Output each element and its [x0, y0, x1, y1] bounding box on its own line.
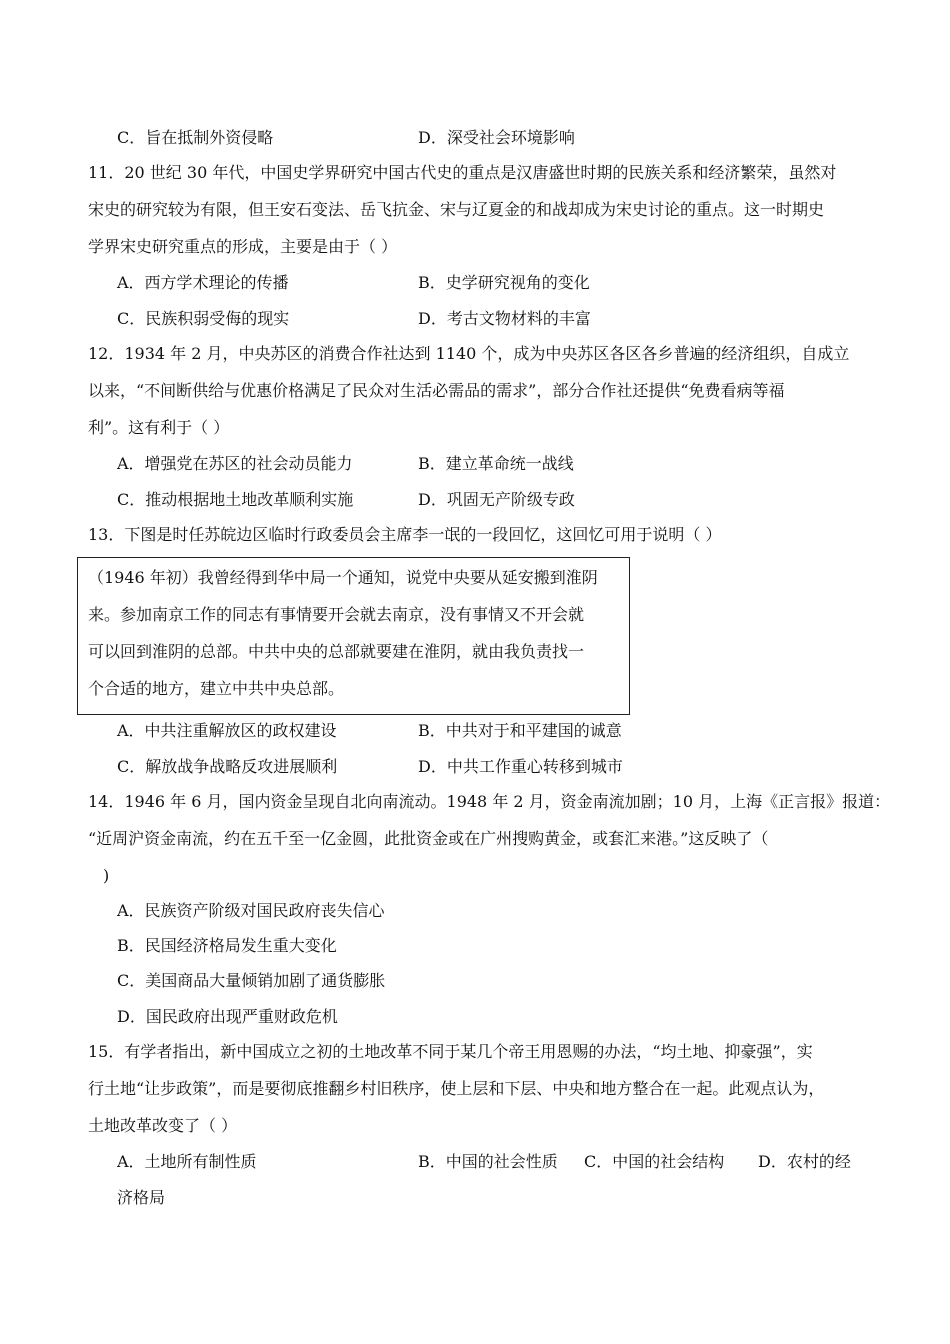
q13-quote-line-4: 个合适的地方，建立中共中央总部。 [88, 679, 345, 698]
q13-option-d: D．中共工作重心转移到城市 [418, 757, 623, 776]
q13-quote-line-2: 来。参加南京工作的同志有事情要开会就去南京，没有事情又不开会就 [88, 605, 585, 624]
q11-stem-line-1: 11．20 世纪 30 年代，中国史学界研究中国古代史的重点是汉唐盛世时期的民族关系和经济繁荣，虽然对 [88, 163, 837, 182]
q12-option-b: B．建立革命统一战线 [418, 454, 574, 473]
q12-option-c: C．推动根据地土地改革顺利实施 [117, 490, 354, 509]
q14-option-b: B．民国经济格局发生重大变化 [117, 936, 337, 955]
q13-option-a: A．中共注重解放区的政权建设 [117, 721, 337, 740]
q15-stem-line-2: 行土地“让步政策”，而是要彻底推翻乡村旧秩序，使上层和下层、中央和地方整合在一起。此观点认为， [88, 1079, 825, 1098]
q15-option-a: A．土地所有制性质 [117, 1152, 257, 1171]
q11-option-d: D．考古文物材料的丰富 [418, 309, 591, 328]
q13-quote-line-3: 可以回到淮阴的总部。中共中央的总部就要建在淮阴，就由我负责找一 [88, 642, 585, 661]
q11-stem-line-2: 宋史的研究较为有限，但王安石变法、岳飞抗金、宋与辽夏金的和战却成为宋史讨论的重点。这一时期史 [88, 200, 825, 219]
q15-option-b: B．中国的社会性质 [418, 1152, 558, 1171]
q13-option-b: B．中共对于和平建国的诚意 [418, 721, 622, 740]
q15-stem-line-1: 15．有学者指出，新中国成立之初的土地改革不同于某几个帝王用恩赐的办法，“均土地、抑豪强”，实 [88, 1042, 813, 1061]
q15-option-d-continued: 济格局 [117, 1188, 166, 1207]
q15-option-c: C．中国的社会结构 [584, 1152, 725, 1171]
q12-stem-line-1: 12．1934 年 2 月，中央苏区的消费合作社达到 1140 个，成为中央苏区各区各乡普遍的经济组织，自成立 [88, 344, 850, 363]
q11-option-b: B．史学研究视角的变化 [418, 273, 590, 292]
q11-stem-line-3: 学界宋史研究重点的形成，主要是由于（ ） [88, 237, 398, 256]
q14-option-a: A．民族资产阶级对国民政府丧失信心 [117, 901, 385, 920]
q12-option-d: D．巩固无产阶级专政 [418, 490, 575, 509]
q10-option-c: C．旨在抵制外资侵略 [117, 128, 274, 147]
q14-stem-line-2: “近周沪资金南流，约在五千至一亿金圆，此批资金或在广州搜购黄金，或套汇来港。”这反映了（ [88, 829, 769, 848]
q11-option-a: A．西方学术理论的传播 [117, 273, 289, 292]
q15-stem-line-3: 土地改革改变了（ ） [88, 1116, 238, 1135]
q14-stem-line-1: 14．1946 年 6 月，国内资金呈现自北向南流动。1948 年 2 月，资金南流加剧；10 月，上海《正言报》报道： [88, 792, 891, 811]
q10-option-d: D．深受社会环境影响 [418, 128, 575, 147]
q12-stem-line-2: 以来，“不间断供给与优惠价格满足了民众对生活必需品的需求”，部分合作社还提供“免费看病等福 [88, 381, 785, 400]
q15-option-d: D．农村的经 [758, 1152, 851, 1171]
q13-quote-line-1: （1946 年初）我曾经得到华中局一个通知，说党中央要从延安搬到淮阴 [88, 568, 598, 587]
q12-option-a: A．增强党在苏区的社会动员能力 [117, 454, 353, 473]
q11-option-c: C．民族积弱受侮的现实 [117, 309, 290, 328]
q14-stem-line-3: ) [103, 866, 110, 885]
q13-stem-line-1: 13．下图是时任苏皖边区临时行政委员会主席李一氓的一段回忆，这回忆可用于说明（ ） [88, 525, 722, 544]
q12-stem-line-3: 利”。这有利于（ ） [88, 418, 230, 437]
q14-option-d: D．国民政府出现严重财政危机 [117, 1007, 338, 1026]
q14-option-c: C．美国商品大量倾销加剧了通货膨胀 [117, 971, 386, 990]
q13-option-c: C．解放战争战略反攻进展顺利 [117, 757, 338, 776]
